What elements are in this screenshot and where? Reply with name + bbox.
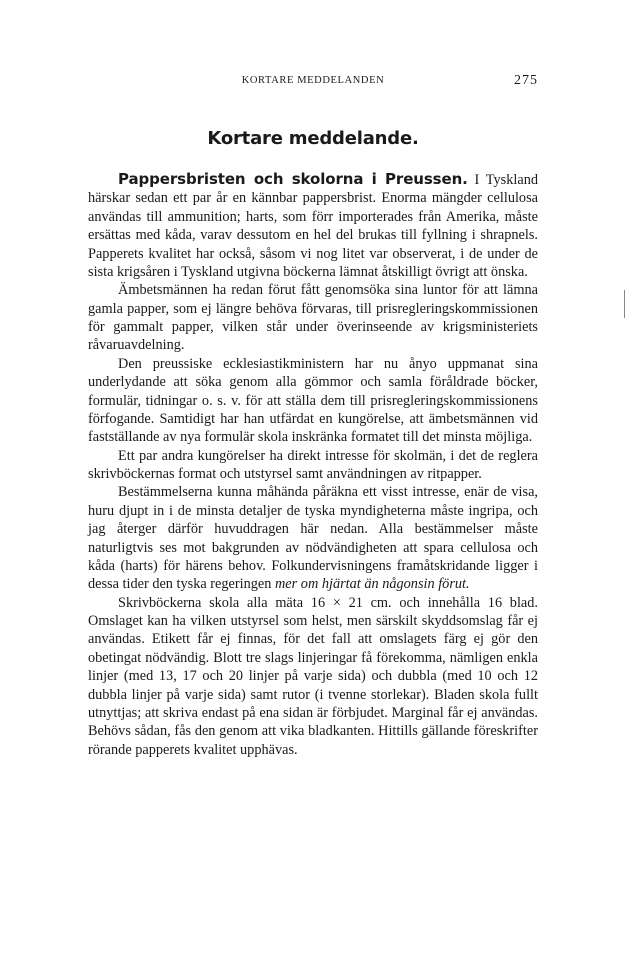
page-number: 275 [514, 73, 538, 88]
paragraph-1 [88, 170, 538, 281]
margin-mark [624, 290, 627, 318]
paragraph-5-italic: mer om hjärtat än någonsin förut. [274, 576, 470, 593]
paragraph-1-text: I Tyskland härskar sedan ett par år en kännbar pappersbrist. Enorma mängder cellulosa användas till ammunition; harts, som förr importerades från Amerika, måste ersättas med kåda, varav dessutom en hel del brukas till fyllning i shrapnels. Papperets kvalitet har också, såsom vi nog litet var observerat, i de under de sista krigsåren i Tyskland utgivna böckerna lämnat åtskilligt övrigt att önska. [88, 172, 538, 280]
paragraph-3: Den preussiske ecklesiastikministern har nu ånyo uppmanat sina underlydande att söka genom alla gömmor och samla föråldrade böcker, formulär, tidningar o. s. v. för att ställa dem till prisregleringskommissionens förfogande. Samtidigt har han utfärdat en kungörelse, att ämbetsmännen vid fastställande av nya formulär skola inskränka formatet till det minsta möjliga. [88, 355, 538, 446]
article-body [88, 170, 538, 759]
paragraph-5-text: Bestämmelserna kunna måhända påräkna ett visst intresse, enär de visa, huru djupt in i de minsta detaljer de tyska myndigheterna måste ingripa, och jag återger därför huvuddragen här nedan. Alla bestämmelser måste naturligtvis ses mot bakgrunden av nödvändigheten att spara cellulosa och kåda (harts) för härens behov. Folkundervisningens framåtskridande ligger i dessa tider den tyska regeringen [88, 484, 538, 593]
running-title: KORTARE MEDDELANDEN [241, 75, 385, 86]
article-heading: Pappersbristen och skolorna i Preussen. [118, 170, 468, 188]
paragraph-4: Ett par andra kungörelser ha direkt intresse för skolmän, i det de reglera skrivböckernas format och utstyrsel samt användningen av ritpapper. [88, 447, 538, 482]
paragraph-6: Skrivböckerna skola alla mäta 16 × 21 cm. och innehålla 16 blad. Omslaget kan ha vilken utstyrsel som helst, men särskilt skyddsomslag får ej användas. Etikett får ej finnas, för det fall att omslagets färg ej gör den obetingat nödvändig. Blott tre slags linjeringar få förekomma, nämligen enkla linjer (med 13, 17 och 20 linjer på varje sida) och dubbla (med 10 och 12 dubbla linjer på varje sida) samt rutor (i tvenne storlekar). Bladen skola fullt utnyttjas; att skriva endast på ena sidan är förbjudet. Marginal får ej användas. Behövs sådan, fås den genom att vika bladkanten. Hittills gällande föreskrifter rörande papperets kvalitet upphävas. [88, 594, 538, 758]
paragraph-5 [88, 483, 538, 593]
section-title: Kortare meddelande. [207, 128, 419, 149]
paragraph-2: Ämbetsmännen ha redan förut fått genomsöka sina luntor för att lämna gamla papper, som ej längre behöva förvaras, till prisregleringskommissionen för gammalt papper, vilken står under överinseende av krigsministeriets råvaruavdelning. [88, 282, 538, 354]
running-head [88, 75, 538, 95]
